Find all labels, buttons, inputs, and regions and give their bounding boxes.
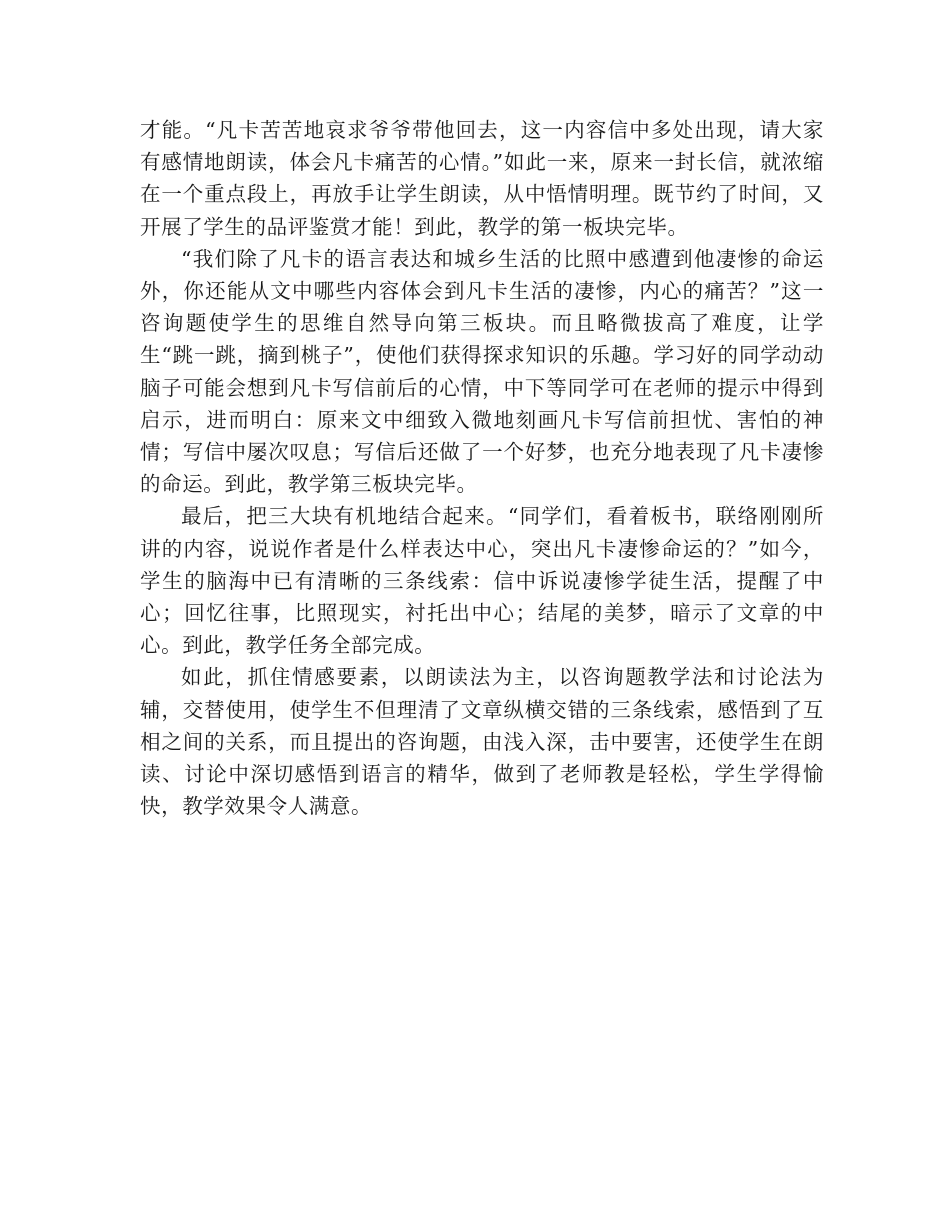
paragraph-2: “我们除了凡卡的语言表达和城乡生活的比照中感遭到他凄惨的命运外，你还能从文中哪些内容体会到凡卡生活的凄惨，内心的痛苦？”这一咨询题使学生的思维自然导向第三板块。而且略微拔高了难度，让学生“跳一跳，摘到桃子”，使他们获得探求知识的乐趣。学习好的同学动动脑子可能会想到凡卡写信前后的心情，中下等同学可在老师的提示中得到启示，进而明白：原来文中细致入微地刻画凡卡写信前担忧、害怕的神情；写信中屡次叹息；写信后还做了一个好梦，也充分地表现了凡卡凄惨的命运。到此，教学第三板块完毕。 bbox=[140, 246, 824, 497]
paragraph-3: 最后，把三大块有机地结合起来。“同学们，看着板书，联络刚刚所讲的内容，说说作者是什么样表达中心，突出凡卡凄惨命运的？”如今，学生的脑海中已有清晰的三条线索：信中诉说凄惨学徒生活，提醒了中心；回忆往事，比照现实，衬托出中心；结尾的美梦，暗示了文章的中心。到此，教学任务全部完成。 bbox=[140, 504, 824, 658]
document-body bbox=[140, 114, 824, 822]
paragraph-1: 才能。“凡卡苦苦地哀求爷爷带他回去，这一内容信中多处出现，请大家有感情地朗读，体会凡卡痛苦的心情。”如此一来，原来一封长信，就浓缩在一个重点段上，再放手让学生朗读，从中悟情明理。既节约了时间，又开展了学生的品评鉴赏才能！到此，教学的第一板块完毕。 bbox=[140, 118, 824, 239]
paragraph-4: 如此，抓住情感要素，以朗读法为主，以咨询题教学法和讨论法为辅，交替使用，使学生不但理清了文章纵横交错的三条线索，感悟到了互相之间的关系，而且提出的咨询题，由浅入深，击中要害，还使学生在朗读、讨论中深切感悟到语言的精华，做到了老师教是轻松，学生学得愉快，教学效果令人满意。 bbox=[140, 665, 824, 819]
